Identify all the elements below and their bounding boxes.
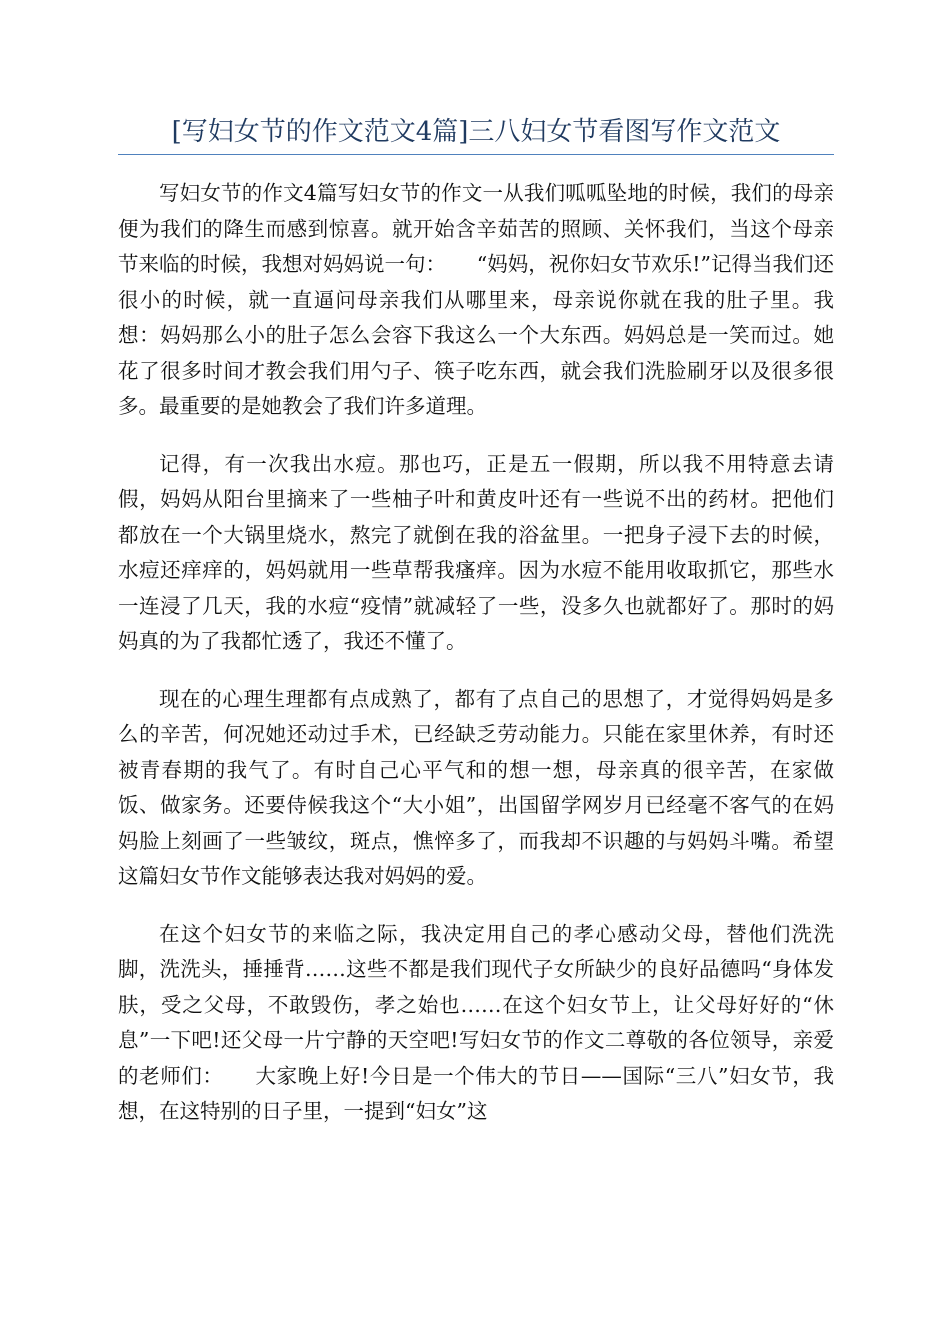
- document-body: [118, 176, 834, 1152]
- document-title: [写妇女节的作文范文4篇]三八妇女节看图写作文范文: [171, 117, 781, 147]
- body-paragraph-3: 现在的心理生理都有点成熟了，都有了点自己的思想了，才觉得妈妈是多么的辛苦，何况她还动过手术，已经缺乏劳动能力。只能在家里休养，有时还被青春期的我气了。有时自己心平气和的想一想，母亲真的很辛苦，在家做饭、做家务。还要侍候我这个“大小姐”，出国留学网岁月已经毫不客气的在妈妈脸上刻画了一些皱纹，斑点，憔悴多了，而我却不识趣的与妈妈斗嘴。希望这篇妇女节作文能够表达我对妈妈的爱。: [118, 686, 834, 888]
- body-paragraph-1: 写妇女节的作文4篇写妇女节的作文一从我们呱呱坠地的时候，我们的母亲便为我们的降生而感到惊喜。就开始含辛茹苦的照顾、关怀我们，当这个母亲节来临的时候，我想对妈妈说一句： “妈妈，祝你妇女节欢乐!”记得当我们还很小的时候，就一直逼问母亲我们从哪里来，母亲说你就在我的肚子里。我想：妈妈那么小的肚子怎么会容下我这么一个大东西。妈妈总是一笑而过。她花了很多时间才教会我们用勺子、筷子吃东西，就会我们洗脸刷牙以及很多很多。最重要的是她教会了我们许多道理。: [118, 181, 834, 418]
- body-paragraph-4: 在这个妇女节的来临之际，我决定用自己的孝心感动父母，替他们洗洗脚，洗洗头，捶捶背……这些不都是我们现代子女所缺少的良好品德吗“身体发肤，受之父母，不敢毁伤，孝之始也……在这个妇女节上，让父母好好的“休息”一下吧!还父母一片宁静的天空吧!写妇女节的作文二尊敬的各位领导，亲爱的老师们： 大家晚上好!今日是一个伟大的节日——国际“三八”妇女节，我想，在这特别的日子里，一提到“妇女”这: [118, 921, 834, 1123]
- body-paragraph-2: 记得，有一次我出水痘。那也巧，正是五一假期，所以我不用特意去请假，妈妈从阳台里摘来了一些柚子叶和黄皮叶还有一些说不出的药材。把他们都放在一个大锅里烧水，熬完了就倒在我的浴盆里。一把身子浸下去的时候，水痘还痒痒的，妈妈就用一些草帮我瘙痒。因为水痘不能用收取抓它，那些水一连浸了几天，我的水痘“疫情”就减轻了一些，没多久也就都好了。那时的妈妈真的为了我都忙透了，我还不懂了。: [118, 451, 834, 653]
- title-underline: [118, 154, 834, 155]
